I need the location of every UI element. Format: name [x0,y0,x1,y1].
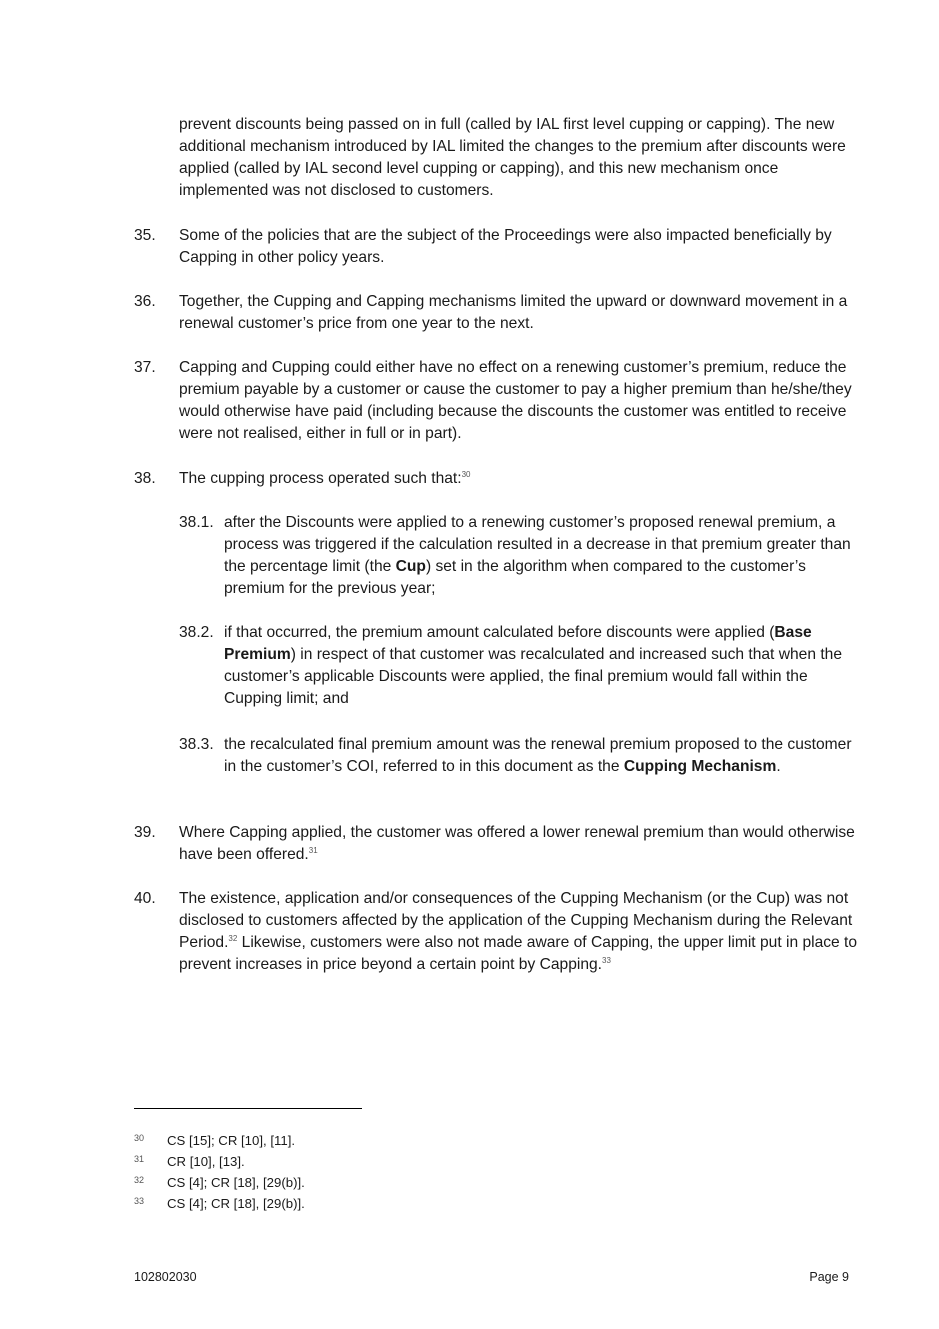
footnote-number: 31 [134,1154,145,1164]
footnote-reference[interactable]: 30 [461,469,471,479]
footnote-text: CR [10], [13]. [167,1154,245,1169]
page-number: Page 9 [809,1270,849,1284]
paragraph-text: Together, the Cupping and Capping mechanisms limited the upward or downward movement in a renewal customer’s price from one year to the next. [179,293,848,333]
subparagraph-text-b: ) in respect of that customer was recalculated and increased such that when the customer’s applicable Discounts were applied, the final premium would fall within the Cupping limit; and [224,646,843,708]
subparagraph-text-a: the recalculated final premium amount was the renewal premium proposed to the customer in the customer’s COI, referred to in this document as the [224,736,852,776]
footnote-30 [134,1133,634,1149]
document-id: 102802030 [134,1270,197,1284]
subparagraph-text-wrap [224,512,859,600]
continuation-paragraph [179,114,859,202]
paragraph-number: 39. [134,824,156,841]
subparagraph-text-a: if that occurred, the premium amount calculated before discounts were applied ( [224,624,775,641]
paragraph-number: 36. [134,293,156,310]
paragraph-text-wrap [179,468,859,490]
paragraph-36 [134,291,859,335]
paragraph-text: The cupping process operated such that: [179,470,462,487]
footnote-33 [134,1196,634,1212]
paragraph-text-b: Likewise, customers were also not made aware of Capping, the upper limit put in place to prevent increases in price beyond a certain point by Capping. [179,934,858,974]
footnote-text: CS [4]; CR [18], [29(b)]. [167,1175,305,1190]
footnote-number: 33 [134,1196,145,1206]
paragraph-number: 37. [134,359,156,376]
paragraph-number: 38. [134,470,156,487]
footnote-number: 30 [134,1133,145,1143]
paragraph-text: Some of the policies that are the subject of the Proceedings were also impacted beneficially by Capping in other policy years. [179,227,832,267]
paragraph-38 [134,468,859,490]
defined-term: Base Premium [224,624,812,664]
footnote-reference[interactable]: 33 [602,956,611,966]
footnote-31 [134,1154,634,1170]
paragraph-40 [134,888,859,976]
paragraph-text-wrap [179,888,859,976]
footnote-text: CS [4]; CR [18], [29(b)]. [167,1196,305,1211]
subparagraph-text-a: after the Discounts were applied to a renewing customer’s proposed renewal premium, a process was triggered if the calculation resulted in a decrease in that premium greater than the percentage limit (the [224,514,851,576]
paragraph-number: 35. [134,227,156,244]
subparagraph-text-b: ) set in the algorithm when compared to the customer’s premium for the previous year; [224,558,806,598]
footnote-number: 32 [134,1175,145,1185]
paragraph-39 [134,822,859,866]
subparagraph-38-1 [179,512,859,600]
subparagraph-38-3 [179,734,859,778]
subparagraph-number: 38.3. [179,736,214,753]
paragraph-35 [134,225,859,269]
paragraph-37 [134,357,859,445]
paragraph-text-wrap [179,822,859,866]
subparagraph-38-2 [179,622,859,710]
defined-term: Cupping Mechanism [623,758,777,776]
footnote-32 [134,1175,634,1191]
defined-term: Cup [395,558,426,576]
paragraph-text-a: The existence, application and/or consequences of the Cupping Mechanism (or the Cup) was not disclosed to customers affected by the application of the Cupping Mechanism during the Relevant Period. [179,890,853,952]
continuation-text: prevent discounts being passed on in full (called by IAL first level cupping or capping). The new additional mechanism introduced by IAL limited the changes to the premium after discounts were applied (called by IAL second level cupping or capping), and this new mechanism once implemented was not disclosed to customers. [179,116,846,200]
footnote-reference[interactable]: 31 [308,845,318,855]
footnote-separator [134,1108,362,1109]
paragraph-text: Where Capping applied, the customer was offered a lower renewal premium than would otherwise have been offered. [179,824,855,864]
subparagraph-text-wrap [224,622,859,710]
paragraph-text: Capping and Cupping could either have no effect on a renewing customer’s premium, reduce the premium payable by a customer or cause the customer to pay a higher premium than he/she/they would otherwise have paid (including because the discounts the customer was entitled to receive were not realised, either in full or in part). [179,359,852,443]
footnote-reference[interactable]: 32 [228,934,238,943]
subparagraph-number: 38.1. [179,514,214,531]
footnote-text: CS [15]; CR [10], [11]. [167,1133,296,1148]
subparagraph-text-wrap [224,734,859,778]
paragraph-number: 40. [134,890,156,907]
subparagraph-text-b: . [776,758,781,776]
subparagraph-number: 38.2. [179,624,214,641]
